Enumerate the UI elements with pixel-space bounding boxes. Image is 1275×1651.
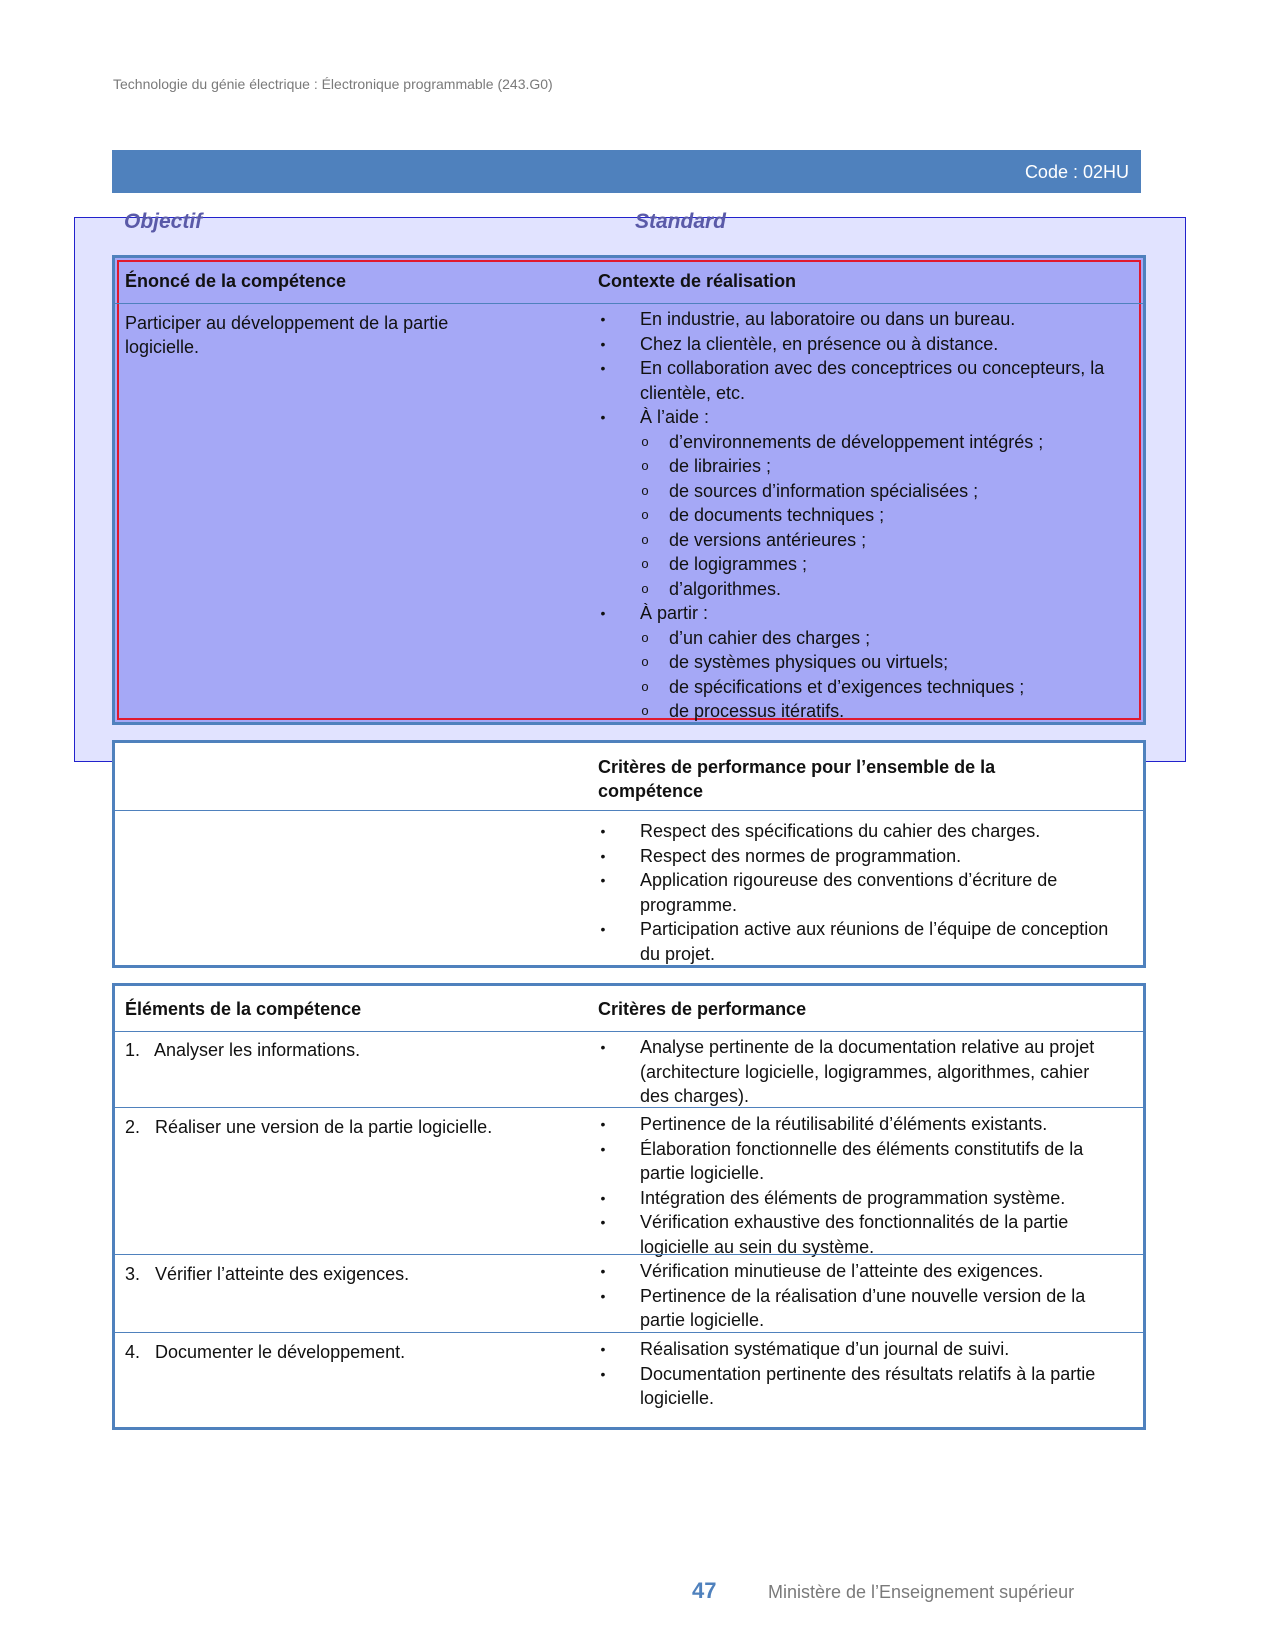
page-number: 47 <box>692 1578 717 1603</box>
bullet-icon: • <box>600 823 606 839</box>
program-title: Technologie du génie électrique : Électronique programmable (243.G0) <box>113 76 553 92</box>
bullet-text: En industrie, au laboratoire ou dans un bureau. <box>640 309 1016 329</box>
bullet-icon: • <box>600 847 606 864</box>
tab-standard[interactable]: Standard <box>635 210 727 233</box>
bullet-text: de processus itératifs. <box>669 701 845 721</box>
header-divider <box>115 303 1143 304</box>
bullet-icon: • <box>600 1263 606 1279</box>
bullet-icon: • <box>600 1116 606 1132</box>
bullet-text: Vérification exhaustive des fonctionnalités de la partie logicielle au sein du système. <box>640 1212 1069 1257</box>
ensemble-header: Critères de performance pour l’ensemble de la compétence <box>598 757 996 801</box>
bullet-text: de librairies ; <box>669 456 772 476</box>
bullet-text: Application rigoureuse des conventions d’écriture de programme. <box>640 870 1058 915</box>
bullet-item <box>597 1362 1117 1411</box>
bullet-text: de systèmes physiques ou virtuels; <box>669 652 949 672</box>
bullet-icon: • <box>600 1341 606 1357</box>
bullet-icon: • <box>600 335 606 352</box>
competence-table <box>112 255 1146 725</box>
bullet-text: d’algorithmes. <box>669 578 782 599</box>
bullet-item <box>597 917 1117 966</box>
bullet-item <box>597 1337 1117 1362</box>
bullet-text: Respect des normes de programmation. <box>640 845 962 866</box>
bullet-text: de sources d’information spécialisées ; <box>669 480 979 501</box>
contexte-list <box>597 307 1107 724</box>
bullet-text: Documentation pertinente des résultats relatifs à la partie logicielle. <box>640 1363 1096 1408</box>
elements-table <box>112 983 1146 1430</box>
element-text: 2. Réaliser une version de la partie logicielle. <box>125 1117 493 1137</box>
row-divider <box>115 1107 1143 1108</box>
bullet-text: Vérification minutieuse de l’atteinte des exigences. <box>640 1261 1044 1281</box>
enonce-text: Participer au développement de la partie logicielle. <box>125 313 449 357</box>
bullet-icon: • <box>600 1214 606 1230</box>
bullet-text: Intégration des éléments de programmation système. <box>640 1187 1066 1208</box>
bullet-icon: • <box>600 1287 606 1304</box>
bullet-item <box>597 1259 1117 1284</box>
bullet-icon: o <box>641 654 649 669</box>
bullet-item <box>597 844 1117 869</box>
bullet-icon: • <box>600 311 606 327</box>
bullet-icon: • <box>600 1039 606 1055</box>
contexte-header: Contexte de réalisation <box>598 271 797 291</box>
sub-bullet-item <box>597 626 1107 651</box>
bullet-item <box>597 356 1107 405</box>
bullet-item <box>597 1035 1117 1109</box>
bullet-text: Analyse pertinente de la documentation relative au projet (architecture logicielle, logigrammes, algorithmes, cahier des charges). <box>640 1037 1095 1106</box>
bullet-icon: • <box>600 605 606 621</box>
bullet-icon: o <box>641 678 649 694</box>
bullet-item <box>597 868 1117 917</box>
bullet-icon: • <box>600 1365 606 1382</box>
sub-bullet-item <box>597 675 1107 700</box>
bullet-icon: • <box>600 360 606 376</box>
sub-bullet-item <box>597 430 1107 455</box>
bullet-text: À partir : <box>640 603 709 623</box>
criteres-header: Critères de performance <box>598 999 807 1019</box>
elements-header: Éléments de la compétence <box>125 999 362 1019</box>
row-divider <box>115 1332 1143 1333</box>
sub-bullet-item <box>597 577 1107 602</box>
bullet-item <box>597 819 1117 844</box>
header-divider <box>115 810 1143 811</box>
bullet-text: de logigrammes ; <box>669 554 808 574</box>
bullet-icon: o <box>641 507 649 522</box>
sub-bullet-item <box>597 552 1107 577</box>
bullet-text: Participation active aux réunions de l’équipe de conception du projet. <box>640 919 1109 964</box>
bullet-icon: • <box>600 409 606 425</box>
bullet-item <box>597 332 1107 357</box>
sub-bullet-item <box>597 699 1107 724</box>
bullet-icon: o <box>641 531 649 547</box>
bullet-icon: o <box>641 482 649 498</box>
bullet-item <box>597 307 1107 332</box>
enonce-header: Énoncé de la compétence <box>125 271 347 291</box>
criteres-list <box>597 1112 1117 1259</box>
bullet-text: Pertinence de la réalisation d’une nouvelle version de la partie logicielle. <box>640 1285 1086 1330</box>
ministere-label: Ministère de l’Enseignement supérieur <box>768 1582 1075 1602</box>
tab-objectif[interactable]: Objectif <box>124 210 203 233</box>
bullet-icon: • <box>600 1189 606 1206</box>
bullet-text: Chez la clientèle, en présence ou à distance. <box>640 333 999 354</box>
bullet-text: Pertinence de la réutilisabilité d’éléments existants. <box>640 1114 1048 1134</box>
bullet-text: En collaboration avec des conceptrices ou concepteurs, la clientèle, etc. <box>640 358 1105 403</box>
element-text: 1. Analyser les informations. <box>125 1040 361 1060</box>
competence-code: Code : 02HU <box>1024 162 1129 182</box>
bullet-text: Élaboration fonctionnelle des éléments constitutifs de la partie logicielle. <box>640 1138 1084 1183</box>
sub-bullet-item <box>597 479 1107 504</box>
bullet-item <box>597 601 1107 626</box>
bullet-item <box>597 1112 1117 1137</box>
bullet-item <box>597 1210 1117 1259</box>
bullet-text: d’un cahier des charges ; <box>669 627 871 648</box>
bullet-text: À l’aide : <box>640 407 710 427</box>
criteres-list <box>597 1259 1117 1333</box>
bullet-text: d’environnements de développement intégrés ; <box>669 431 1044 452</box>
criteres-list <box>597 1337 1117 1411</box>
bullet-text: de documents techniques ; <box>669 505 885 525</box>
bullet-item <box>597 1137 1117 1186</box>
element-text: 4. Documenter le développement. <box>125 1342 406 1362</box>
bullet-icon: o <box>641 629 649 645</box>
sub-bullet-item <box>597 503 1107 528</box>
sub-bullet-item <box>597 454 1107 479</box>
bullet-icon: o <box>641 703 649 718</box>
bullet-icon: • <box>600 921 606 937</box>
criteres-list <box>597 1035 1117 1109</box>
element-text: 3. Vérifier l’atteinte des exigences. <box>125 1264 410 1284</box>
bullet-icon: o <box>641 433 649 449</box>
ensemble-table <box>112 740 1146 968</box>
bullet-item <box>597 405 1107 430</box>
bullet-icon: o <box>641 556 649 571</box>
bullet-icon: • <box>600 1140 606 1157</box>
header-divider <box>115 1031 1143 1032</box>
bullet-icon: o <box>641 580 649 596</box>
bullet-icon: o <box>641 458 649 473</box>
bullet-text: de spécifications et d’exigences techniques ; <box>669 676 1025 697</box>
sub-bullet-item <box>597 528 1107 553</box>
bullet-text: Respect des spécifications du cahier des charges. <box>640 821 1041 841</box>
row-divider <box>115 1254 1143 1255</box>
ensemble-criteria-list <box>597 819 1117 966</box>
bullet-item <box>597 1186 1117 1211</box>
bullet-text: Réalisation systématique d’un journal de suivi. <box>640 1339 1010 1359</box>
bullet-text: de versions antérieures ; <box>669 529 867 550</box>
code-bar <box>112 150 1141 193</box>
bullet-item <box>597 1284 1117 1333</box>
bullet-icon: • <box>600 872 606 888</box>
sub-bullet-item <box>597 650 1107 675</box>
